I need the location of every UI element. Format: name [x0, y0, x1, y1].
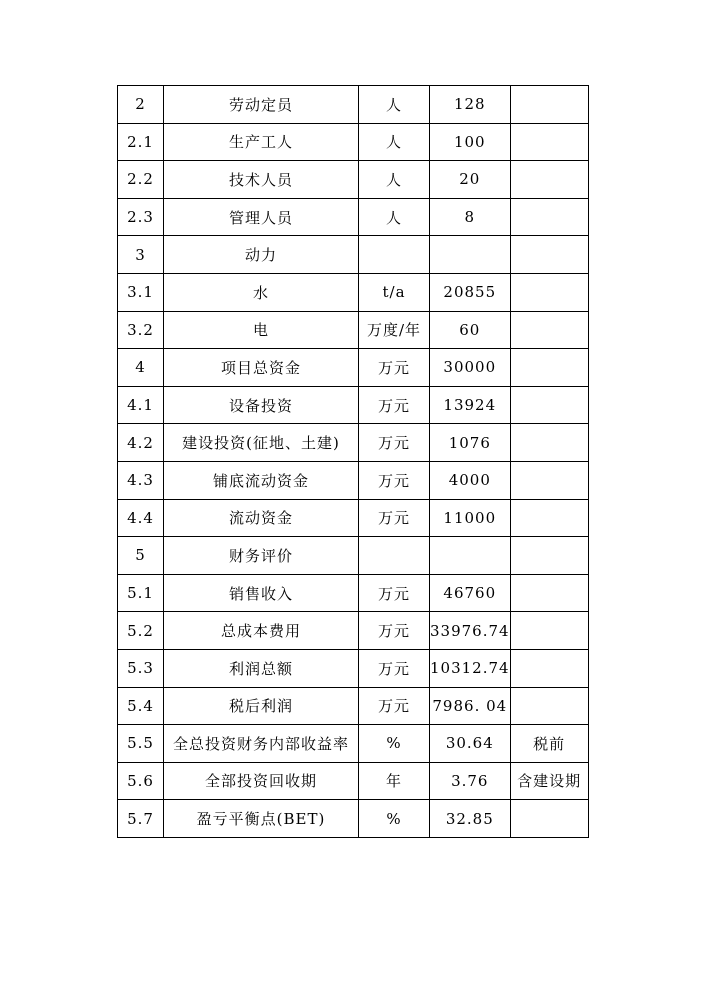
row-number-cell: 4	[118, 349, 164, 387]
row-number-cell: 4.3	[118, 461, 164, 499]
note-cell	[510, 612, 588, 650]
row-number-cell: 2.1	[118, 123, 164, 161]
item-name-cell: 盈亏平衡点(BET)	[164, 800, 359, 838]
note-cell	[510, 649, 588, 687]
item-name-cell: 技术人员	[164, 161, 359, 199]
row-number-cell: 4.1	[118, 386, 164, 424]
value-cell: 3.76	[430, 762, 511, 800]
row-number-cell: 5.4	[118, 687, 164, 725]
unit-cell: 万元	[359, 349, 430, 387]
value-cell: 30.64	[430, 725, 511, 763]
value-cell: 20855	[430, 273, 511, 311]
note-cell	[510, 273, 588, 311]
table-row	[118, 537, 589, 575]
value-cell: 32.85	[430, 800, 511, 838]
value-cell: 128	[430, 86, 511, 124]
item-name-cell: 项目总资金	[164, 349, 359, 387]
note-cell	[510, 499, 588, 537]
value-cell: 10312.74	[430, 649, 511, 687]
note-cell	[510, 537, 588, 575]
value-cell: 1076	[430, 424, 511, 462]
unit-cell	[359, 236, 430, 274]
item-name-cell: 流动资金	[164, 499, 359, 537]
unit-cell: 万元	[359, 612, 430, 650]
unit-cell: 人	[359, 161, 430, 199]
item-name-cell: 全总投资财务内部收益率	[164, 725, 359, 763]
unit-cell: %	[359, 800, 430, 838]
note-cell	[510, 236, 588, 274]
note-cell	[510, 386, 588, 424]
note-cell	[510, 123, 588, 161]
item-name-cell: 生产工人	[164, 123, 359, 161]
table-row	[118, 461, 589, 499]
item-name-cell: 建设投资(征地、土建)	[164, 424, 359, 462]
row-number-cell: 3	[118, 236, 164, 274]
unit-cell: 人	[359, 123, 430, 161]
value-cell: 30000	[430, 349, 511, 387]
unit-cell: 万元	[359, 386, 430, 424]
row-number-cell: 5.5	[118, 725, 164, 763]
value-cell: 8	[430, 198, 511, 236]
row-number-cell: 3.2	[118, 311, 164, 349]
table-row	[118, 273, 589, 311]
unit-cell: t/a	[359, 273, 430, 311]
unit-cell: 万元	[359, 687, 430, 725]
note-cell	[510, 349, 588, 387]
unit-cell: 人	[359, 86, 430, 124]
table-row	[118, 123, 589, 161]
table-row	[118, 349, 589, 387]
value-cell	[430, 236, 511, 274]
item-name-cell: 利润总额	[164, 649, 359, 687]
item-name-cell: 税后利润	[164, 687, 359, 725]
note-cell	[510, 198, 588, 236]
table-row	[118, 725, 589, 763]
item-name-cell: 动力	[164, 236, 359, 274]
unit-cell: %	[359, 725, 430, 763]
unit-cell: 万元	[359, 574, 430, 612]
row-number-cell: 5	[118, 537, 164, 575]
unit-cell	[359, 537, 430, 575]
unit-cell: 万元	[359, 424, 430, 462]
note-cell	[510, 161, 588, 199]
value-cell: 7986. 04	[430, 687, 511, 725]
table-row	[118, 762, 589, 800]
row-number-cell: 5.3	[118, 649, 164, 687]
table-row	[118, 386, 589, 424]
value-cell: 20	[430, 161, 511, 199]
row-number-cell: 3.1	[118, 273, 164, 311]
item-name-cell: 全部投资回收期	[164, 762, 359, 800]
item-name-cell: 财务评价	[164, 537, 359, 575]
note-cell	[510, 424, 588, 462]
table-row	[118, 612, 589, 650]
value-cell: 13924	[430, 386, 511, 424]
row-number-cell: 2.2	[118, 161, 164, 199]
unit-cell: 万元	[359, 649, 430, 687]
indicator-table	[117, 85, 589, 838]
item-name-cell: 铺底流动资金	[164, 461, 359, 499]
note-cell: 税前	[510, 725, 588, 763]
row-number-cell: 5.6	[118, 762, 164, 800]
item-name-cell: 设备投资	[164, 386, 359, 424]
row-number-cell: 2.3	[118, 198, 164, 236]
table-row	[118, 161, 589, 199]
row-number-cell: 5.1	[118, 574, 164, 612]
value-cell	[430, 537, 511, 575]
row-number-cell: 5.2	[118, 612, 164, 650]
table-row	[118, 800, 589, 838]
unit-cell: 年	[359, 762, 430, 800]
value-cell: 46760	[430, 574, 511, 612]
table-row	[118, 687, 589, 725]
table-row	[118, 236, 589, 274]
table-row	[118, 574, 589, 612]
value-cell: 11000	[430, 499, 511, 537]
row-number-cell: 2	[118, 86, 164, 124]
value-cell: 60	[430, 311, 511, 349]
note-cell	[510, 86, 588, 124]
table-body	[118, 86, 589, 838]
table-row	[118, 198, 589, 236]
value-cell: 33976.74	[430, 612, 511, 650]
table-row	[118, 649, 589, 687]
unit-cell: 人	[359, 198, 430, 236]
note-cell	[510, 311, 588, 349]
table-row	[118, 86, 589, 124]
note-cell	[510, 574, 588, 612]
item-name-cell: 管理人员	[164, 198, 359, 236]
row-number-cell: 4.2	[118, 424, 164, 462]
item-name-cell: 水	[164, 273, 359, 311]
item-name-cell: 电	[164, 311, 359, 349]
row-number-cell: 4.4	[118, 499, 164, 537]
note-cell	[510, 800, 588, 838]
value-cell: 4000	[430, 461, 511, 499]
unit-cell: 万元	[359, 461, 430, 499]
table-row	[118, 499, 589, 537]
table-row	[118, 311, 589, 349]
note-cell	[510, 687, 588, 725]
unit-cell: 万度/年	[359, 311, 430, 349]
unit-cell: 万元	[359, 499, 430, 537]
note-cell: 含建设期	[510, 762, 588, 800]
row-number-cell: 5.7	[118, 800, 164, 838]
item-name-cell: 总成本费用	[164, 612, 359, 650]
note-cell	[510, 461, 588, 499]
table-row	[118, 424, 589, 462]
value-cell: 100	[430, 123, 511, 161]
item-name-cell: 劳动定员	[164, 86, 359, 124]
item-name-cell: 销售收入	[164, 574, 359, 612]
